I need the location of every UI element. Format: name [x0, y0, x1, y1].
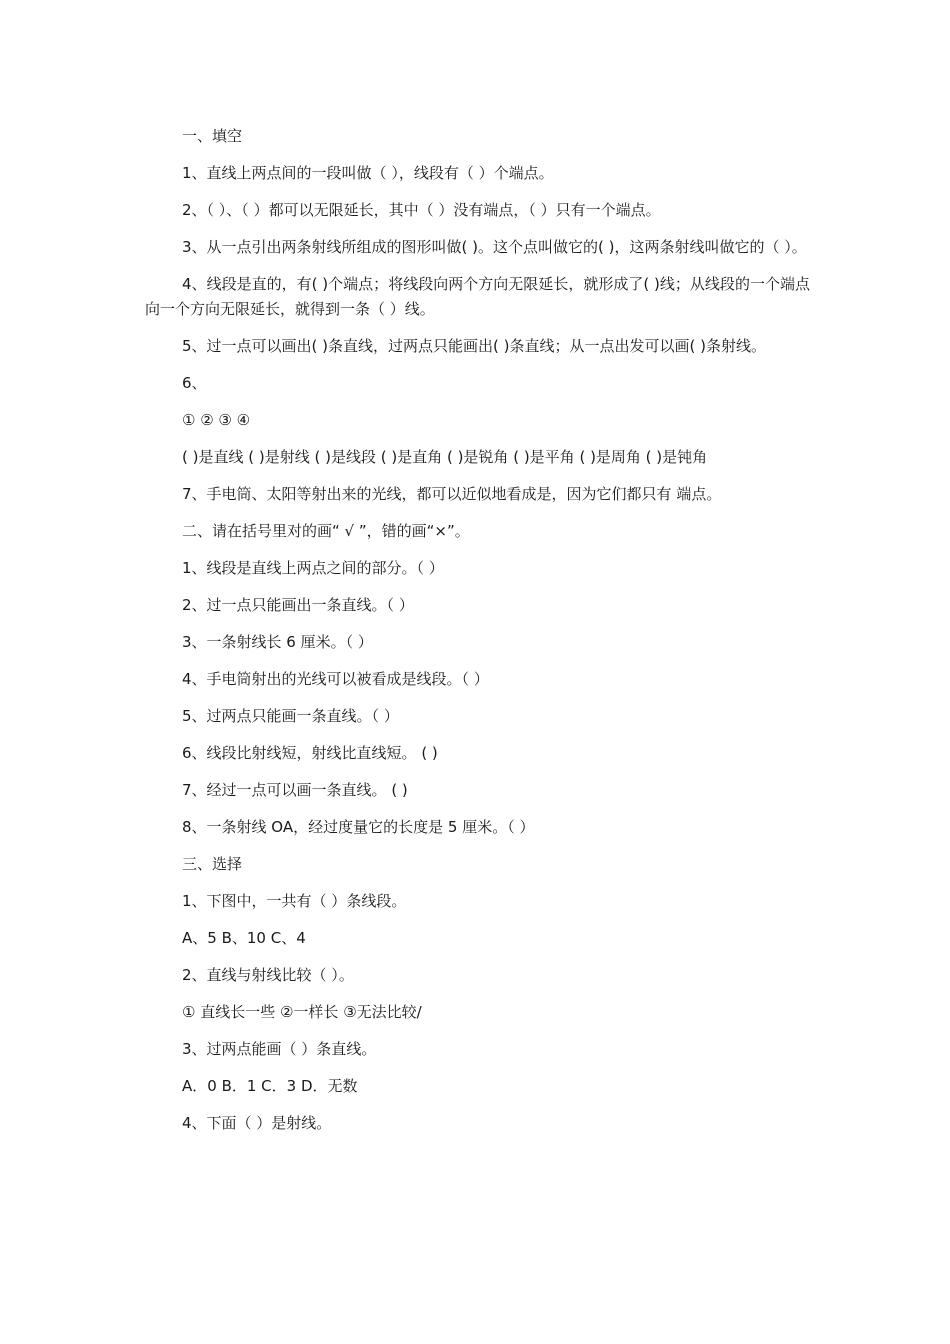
- question-text: ( )是直线 ( )是射线 ( )是线段 ( )是直角 ( )是锐角 ( )是平角 ( )是周角 ( )是钝角: [182, 448, 708, 466]
- question-text: 2、直线与射线比较（ ）。: [182, 966, 354, 984]
- question-text: 4、下面（ ）是射线。: [182, 1114, 332, 1132]
- answer-options: A．0 B．1 C．3 D．无数: [182, 1077, 358, 1095]
- question-text: 7、经过一点可以画一条直线。 ( ): [182, 781, 408, 799]
- question-text: 6、: [182, 374, 207, 392]
- question-text: 2、（ ）、（ ）都可以无限延长，其中（ ）没有端点，（ ）只有一个端点。: [182, 201, 661, 219]
- question-text: 3、一条射线长 6 厘米。（ ）: [182, 633, 373, 651]
- section-heading-true-false: 二、请在括号里对的画“ √ ”，错的画“×”。: [182, 522, 470, 540]
- question-text: 1、线段是直线上两点之间的部分。（ ）: [182, 559, 444, 577]
- question-text: 8、一条射线 OA，经过度量它的长度是 5 厘米。（ ）: [182, 818, 535, 836]
- question-text: 4、手电筒射出的光线可以被看成是线段。（ ）: [182, 670, 489, 688]
- question-text: 3、过两点能画（ ）条直线。: [182, 1040, 377, 1058]
- question-text: 4、线段是直的，有( )个端点；将线段向两个方向无限延长，就形成了( )线；从线段的一个端点向一个方向无限延长，就得到一条（ ）线。: [145, 275, 810, 318]
- document-body: [145, 124, 810, 1148]
- section-heading-fill-in: 一、填空: [182, 127, 243, 145]
- question-text: 7、手电筒、太阳等射出来的光线，都可以近似地看成是，因为它们都只有 端点。: [182, 485, 722, 503]
- question-text: 2、过一点只能画出一条直线。（ ）: [182, 596, 414, 614]
- question-text: 5、过一点可以画出( )条直线，过两点只能画出( )条直线；从一点出发可以画( )条射线。: [182, 337, 766, 355]
- question-text: 1、下图中，一共有（ ）条线段。: [182, 892, 407, 910]
- question-text: 1、直线上两点间的一段叫做（ ），线段有（ ）个端点。: [182, 164, 554, 182]
- figure-labels: ① ② ③ ④: [182, 411, 251, 429]
- question-text: 6、线段比射线短，射线比直线短。 ( ): [182, 744, 438, 762]
- section-heading-choice: 三、选择: [182, 855, 243, 873]
- question-text: 3、从一点引出两条射线所组成的图形叫做( )。这个点叫做它的( )，这两条射线叫做它的（ ）。: [182, 238, 807, 256]
- answer-options: A、5 B、10 C、4: [182, 929, 306, 947]
- question-text: 5、过两点只能画一条直线。（ ）: [182, 707, 399, 725]
- answer-options: ① 直线长一些 ②一样长 ③无法比较/: [182, 1003, 422, 1021]
